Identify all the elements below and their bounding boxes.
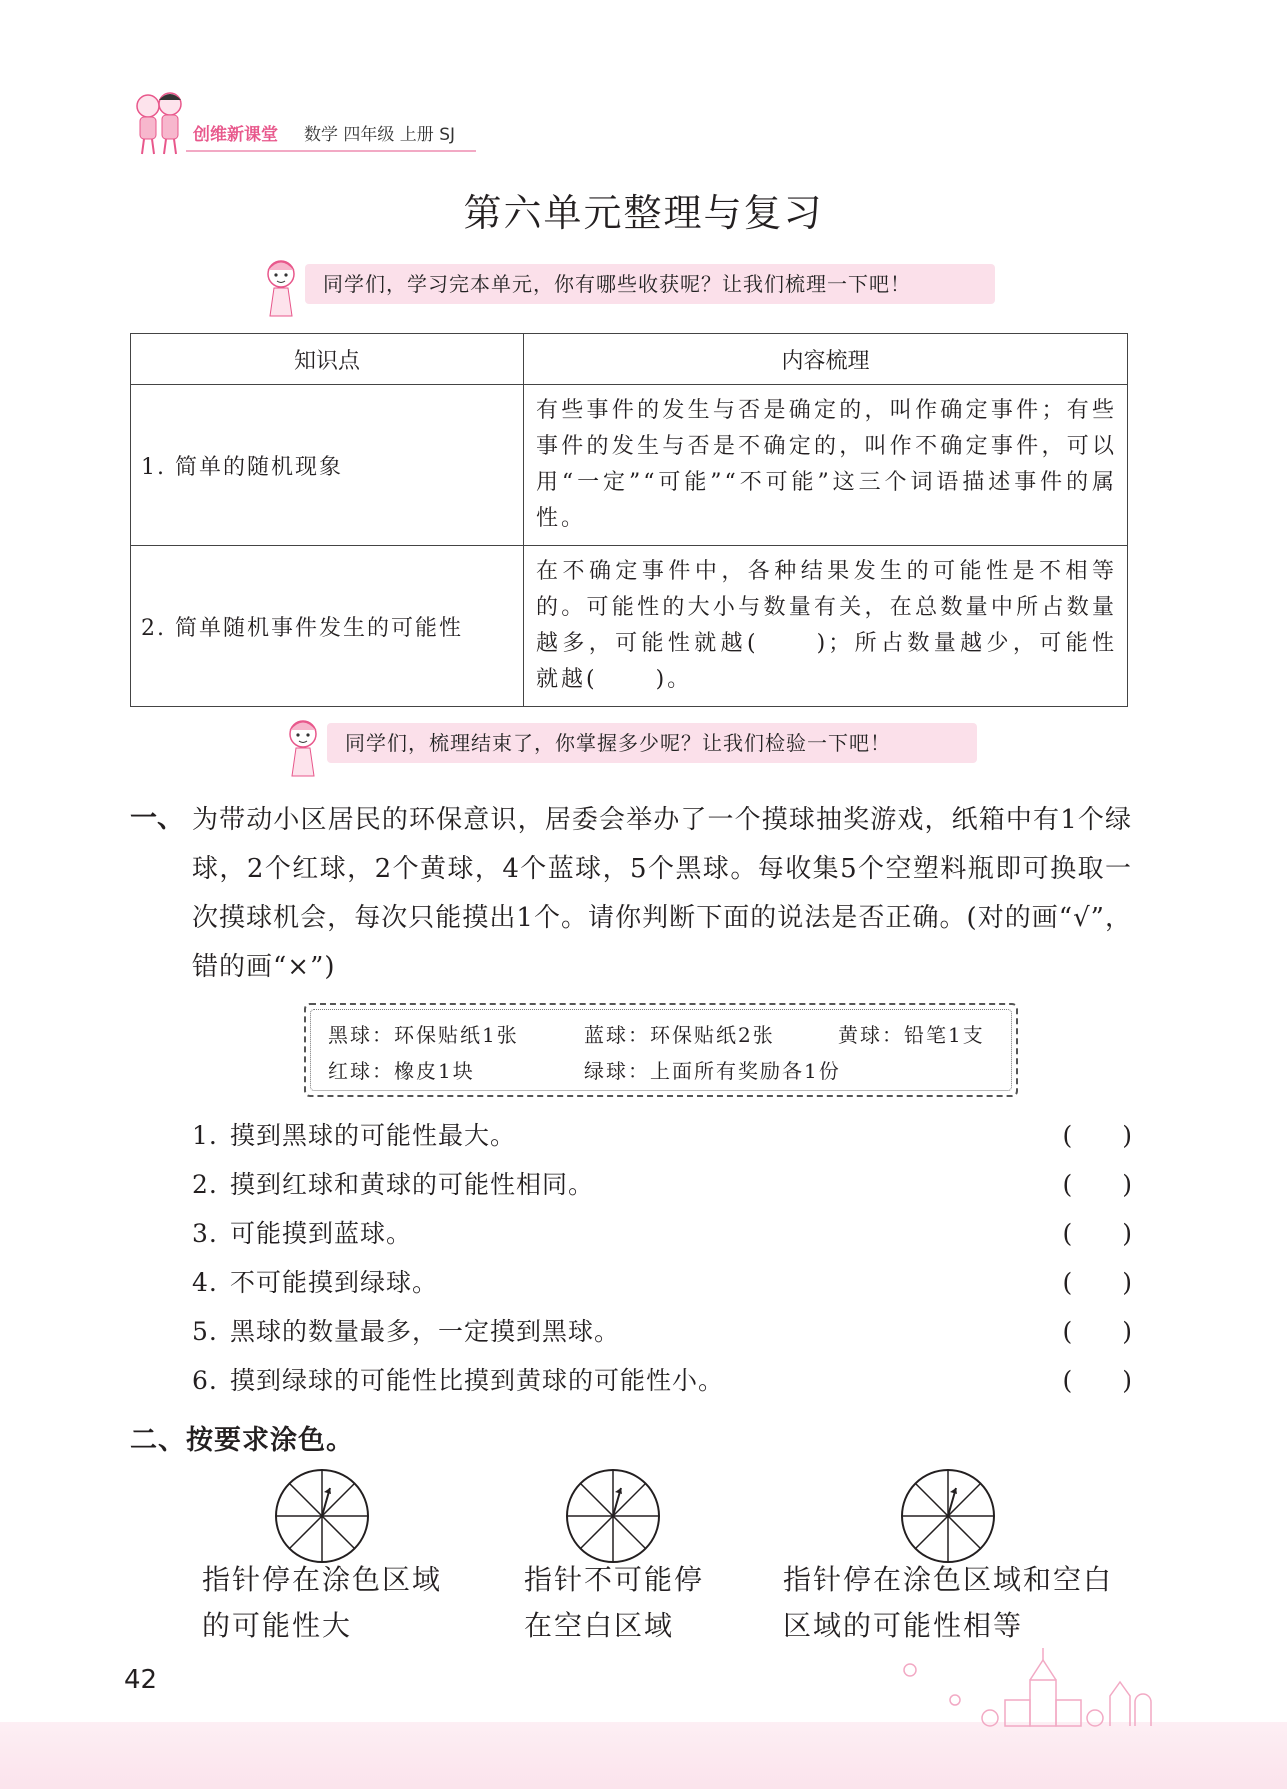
judgement-text: 摸到红球和黄球的可能性相同。 (230, 1170, 595, 1199)
judgement-number: 5. (192, 1317, 218, 1346)
page-number: 42 (124, 1665, 158, 1695)
table-row (131, 546, 1128, 707)
judgement-item (192, 1112, 1132, 1160)
page-title: 第六单元整理与复习 (463, 191, 824, 235)
judgement-text: 可能摸到蓝球。 (230, 1219, 413, 1248)
judgement-number: 4. (192, 1268, 218, 1297)
judgement-item (192, 1259, 1132, 1307)
reward-box (304, 1003, 1018, 1097)
judgement-number: 3. (192, 1219, 218, 1248)
footer-band (0, 1722, 1287, 1789)
answer-parentheses[interactable]: ( ) (1062, 1268, 1132, 1297)
section-1-text: 为带动小区居民的环保意识，居委会举办了一个摸球抽奖游戏，纸箱中有1个绿球，2个红球，2个黄球，4个蓝球，5个黑球。每收集5个空塑料瓶即可换取一次摸球机会，每次只能摸出1个。请你判断下面的说法是否正确。(对的画“√”，错的画“×”) (192, 805, 1132, 982)
judgement-text: 摸到绿球的可能性比摸到黄球的可能性小。 (230, 1366, 725, 1395)
judgement-item (192, 1357, 1132, 1405)
reward-blue: 蓝球：环保贴纸2张 (584, 1023, 775, 1047)
table-cell-content: 有些事件的发生与否是确定的，叫作确定事件；有些事件的发生与否是不确定的，叫作不确定事件，可以用“一定”“可能”“不可能”这三个词语描述事件的属性。 (524, 385, 1128, 546)
section-2-heading: 二、按要求涂色。 (130, 1425, 354, 1456)
answer-parentheses[interactable]: ( ) (1062, 1317, 1132, 1346)
book-info: 数学 四年级 上册 SJ (304, 125, 456, 145)
table-header-row (131, 334, 1128, 385)
judgement-text: 不可能摸到绿球。 (230, 1268, 439, 1297)
answer-parentheses[interactable]: ( ) (1062, 1219, 1132, 1248)
judgement-item (192, 1161, 1132, 1209)
answer-parentheses[interactable]: ( ) (1062, 1170, 1132, 1199)
reward-red: 红球：橡皮1块 (328, 1059, 475, 1083)
judgement-item (192, 1210, 1132, 1258)
judgement-item (192, 1308, 1132, 1356)
table-header-content: 内容梳理 (524, 334, 1128, 385)
knowledge-table (130, 333, 1128, 707)
answer-parentheses[interactable]: ( ) (1062, 1366, 1132, 1395)
spinner-caption: 指针停在涂色区域和空白区域的可能性相等 (783, 1563, 1114, 1642)
judgement-number: 6. (192, 1366, 218, 1395)
speech-bubble-check: 同学们，梳理结束了，你掌握多少呢？让我们检验一下吧！ (327, 723, 977, 763)
reward-yellow: 黄球：铅笔1支 (838, 1023, 985, 1047)
judgement-number: 2. (192, 1170, 218, 1199)
answer-parentheses[interactable]: ( ) (1062, 1121, 1132, 1150)
table-cell-topic: 2. 简单随机事件发生的可能性 (131, 546, 524, 707)
series-name: 创维新课堂 (193, 125, 278, 145)
judgement-text: 黑球的数量最多，一定摸到黑球。 (230, 1317, 621, 1346)
section-1-number: 一、 (130, 803, 184, 834)
content-text-part: )；所占数量越少，可能性就越( (536, 631, 1117, 692)
table-cell-content (524, 546, 1128, 707)
table-cell-topic: 1. 简单的随机现象 (131, 385, 524, 546)
table-row (131, 385, 1128, 546)
spinner-wheel-icon[interactable] (563, 1466, 663, 1566)
table-header-topic: 知识点 (131, 334, 524, 385)
header-divider (186, 150, 476, 152)
teacher-mascot-icon (258, 256, 304, 320)
kids-mascot-icon (128, 88, 192, 158)
spinner-caption: 指针不可能停在空白区域 (524, 1563, 705, 1642)
reward-green: 绿球：上面所有奖励各1份 (584, 1059, 841, 1083)
judgement-text: 摸到黑球的可能性最大。 (230, 1121, 517, 1150)
content-text-part: )。 (655, 667, 693, 692)
spinner-caption: 指针停在涂色区域的可能性大 (202, 1563, 443, 1642)
content-text-part: 在不确定事件中，各种结果发生的可能性是不相等的。可能性的大小与数量有关，在总数量中所占数量越多，可能性就越( (536, 559, 1117, 656)
spinner-wheel-icon[interactable] (272, 1466, 372, 1566)
castle-decoration-icon (880, 1640, 1180, 1730)
spinner-wheel-icon[interactable] (898, 1466, 998, 1566)
judgement-number: 1. (192, 1121, 218, 1150)
reward-black: 黑球：环保贴纸1张 (328, 1023, 519, 1047)
teacher-mascot-icon (280, 716, 326, 780)
speech-bubble-intro: 同学们，学习完本单元，你有哪些收获呢？让我们梳理一下吧！ (305, 264, 995, 304)
